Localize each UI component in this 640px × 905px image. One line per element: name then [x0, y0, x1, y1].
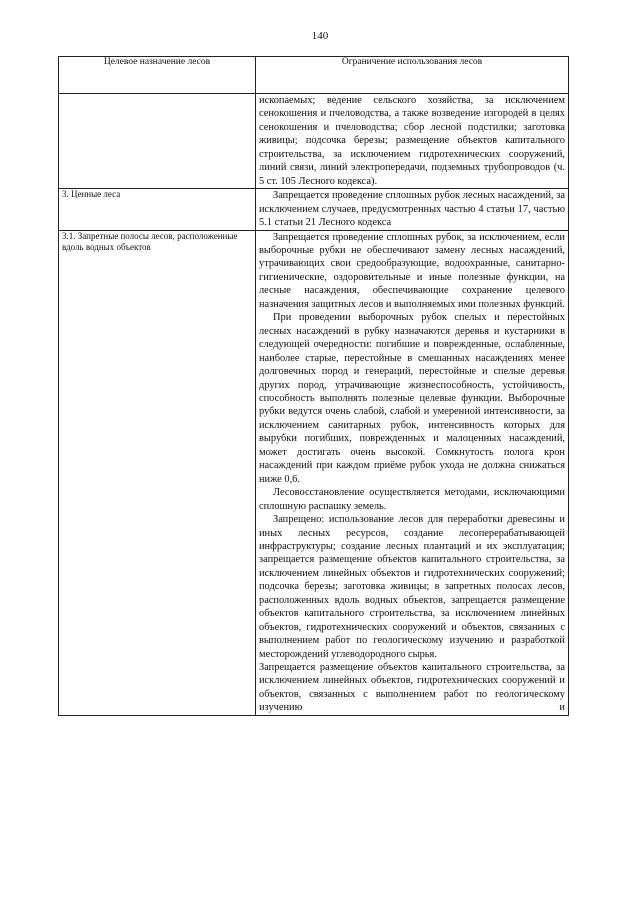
header-restriction: Ограничение использования лесов [256, 57, 569, 94]
table-row [59, 94, 569, 189]
restriction-paragraph: Запрещается проведение сплошных рубок, за исключением, если выборочные рубки не обеспечивают замену лесных насаждений, утрачивающих свои средообразующие, водоохранные, санитарно-гигиенические, оздоровительные и иные полезные функции, на лесные насаждения, обеспечивающие сохранение целевого назначения защитных лесов и выполняемых ими полезных функций. [259, 231, 565, 310]
row-restriction [256, 94, 569, 189]
table-row [59, 189, 569, 230]
restriction-paragraph: Лесовосстановление осуществляется методами, исключающими сплошную распашку земель. [259, 487, 565, 512]
restriction-paragraph: Запрещается размещение объектов капитального строительства, за исключением линейных объектов, гидротехнических сооружений и объектов, связанных с выполнением работ по геологическому изучению и [259, 662, 565, 714]
page-number: 140 [311, 30, 329, 42]
table-header-row [59, 57, 569, 94]
forest-restrictions-table [58, 56, 569, 716]
row-restriction [256, 230, 569, 715]
restriction-paragraph: При проведении выборочных рубок спелых и перестойных лесных насаждений в рубку назначаются деревья и кустарники в следующей очередности: погибшие и поврежденные, ослабленные, наиболее старые, перестойные в смешанных насаждениях менее долговечных пород и генераций, перестойные и спелые деревья других пород, утрачивающие жизнеспособность, устойчивость, способность выполнять полезные целевые функции. Выборочные рубки ведутся очень слабой, слабой и умеренной интенсивности, за исключением санитарных рубок, интенсивность которых для вырубки погибших, поврежденных и малоценных насаждений, может достигать очень высокой. Сомкнутость полога крон насаждений при каждом приёме рубок ухода не должна снижаться ниже 0,6. [259, 312, 565, 485]
restriction-paragraph: Запрещается проведение сплошных рубок лесных насаждений, за исключением случаев, предусмотренных частью 4 статьи 17, частью 5.1 статьи 21 Лесного кодекса [259, 190, 565, 229]
row-purpose: 3. Ценные леса [59, 189, 256, 230]
row-restriction [256, 189, 569, 230]
row-purpose [59, 94, 256, 189]
table-row [59, 230, 569, 715]
restriction-paragraph: ископаемых; ведение сельского хозяйства, за исключением сенокошения и пчеловодства, а также возведение изгородей в целях сенокошения и пчеловодства; сбор лесной подстилки; заготовка живицы; подсочка березы; размещение объектов капитального строительства, за исключением гидротехнических сооружений, линий связи, линий электропередачи, подземных трубопроводов (ч. 5 ст. 105 Лесного кодекса). [259, 95, 565, 187]
header-purpose: Целевое назначение лесов [59, 57, 256, 94]
row-purpose: 3.1. Запретные полосы лесов, расположенные вдоль водных объектов [59, 230, 256, 715]
restriction-paragraph: Запрещено: использование лесов для переработки древесины и иных лесных ресурсов, создание лесоперерабатывающей инфраструктуры; создание лесных плантаций и их эксплуатация; запрещается размещение объектов капитального строительства, за исключением линейных объектов и гидротехнических сооружений; подсочка березы; заготовка живицы; в запретных полосах лесов, расположенных вдоль водных объектов, запрещается размещение объектов капитального строительства, за исключением линейных объектов, гидротехнических сооружений и объектов, связанных с выполнением работ по геологическому изучению и разработкой месторождений углеводородного сырья. [259, 514, 565, 660]
